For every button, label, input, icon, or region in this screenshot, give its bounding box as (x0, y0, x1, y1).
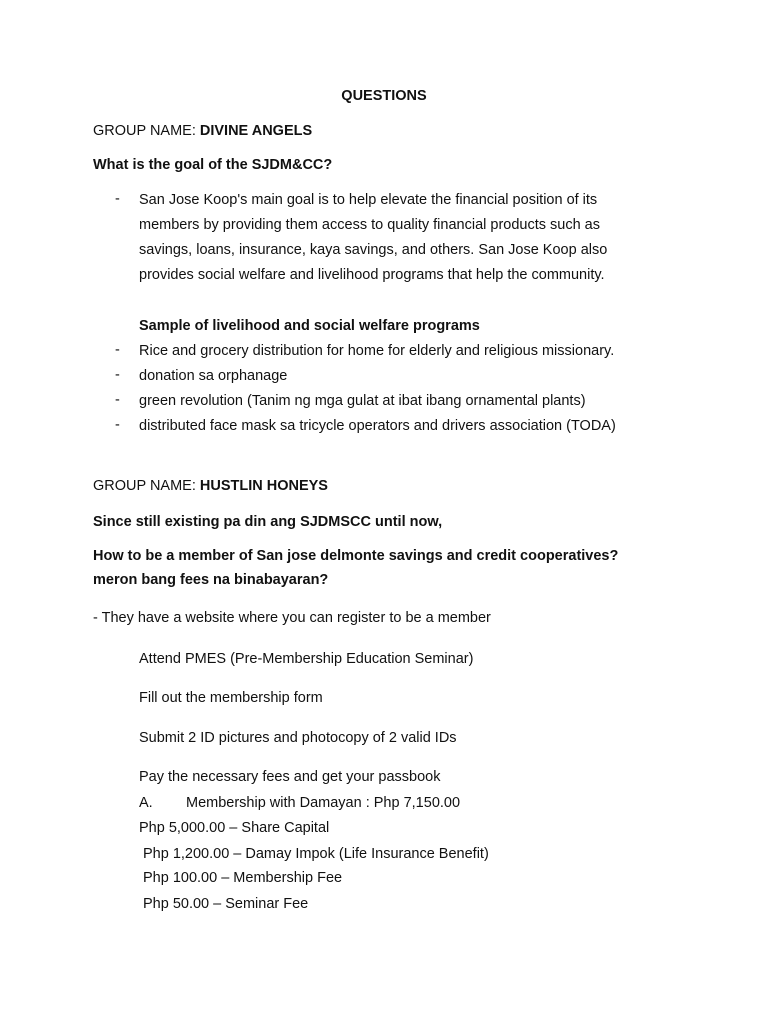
fee-item: Php 5,000.00 – Share Capital (139, 820, 330, 836)
question-line: meron bang fees na binabayaran? (93, 572, 329, 588)
statement-line: Since still existing pa din ang SJDMSCC until now, (93, 514, 443, 530)
program-item: green revolution (Tanim ng mga gulat at ibat ibang ornamental plants) (139, 393, 586, 409)
group-name-value: DIVINE ANGELS (199, 123, 313, 139)
group-name-line-2 (93, 477, 328, 495)
membership-step: Pay the necessary fees and get your passbook (139, 769, 441, 785)
bullet-dash: - (115, 342, 120, 358)
bullet-dash: - (115, 367, 120, 383)
program-item: donation sa orphanage (139, 368, 288, 384)
answer-line: San Jose Koop's main goal is to help elevate the financial position of its (139, 192, 598, 208)
bullet-dash: - (115, 417, 120, 433)
programs-heading: Sample of livelihood and social welfare programs (139, 318, 480, 334)
option-letter: A. (139, 795, 153, 811)
answer-line: provides social welfare and livelihood programs that help the community. (139, 267, 605, 283)
option-text: Membership with Damayan : Php 7,150.00 (186, 795, 461, 811)
fee-item: Php 50.00 – Seminar Fee (143, 896, 309, 912)
fee-item: Php 1,200.00 – Damay Impok (Life Insurance Benefit) (143, 846, 489, 862)
fee-item: Php 100.00 – Membership Fee (143, 870, 343, 886)
group-name-label: GROUP NAME: (93, 123, 200, 139)
page-title: QUESTIONS (341, 88, 427, 104)
bullet-dash: - (115, 392, 120, 408)
bullet-dash: - (115, 191, 120, 207)
program-item: distributed face mask sa tricycle operators and drivers association (TODA) (139, 418, 616, 434)
membership-step: Attend PMES (Pre-Membership Education Seminar) (139, 651, 474, 667)
question-heading: What is the goal of the SJDM&CC? (93, 157, 333, 173)
group-name-label: GROUP NAME: (93, 478, 200, 494)
group-name-value: HUSTLIN HONEYS (199, 478, 328, 494)
membership-step: Submit 2 ID pictures and photocopy of 2 valid IDs (139, 730, 457, 746)
membership-step: Fill out the membership form (139, 690, 323, 706)
group-name-line-1 (93, 122, 312, 140)
program-item: Rice and grocery distribution for home for elderly and religious missionary. (139, 343, 615, 359)
answer-line: members by providing them access to quality financial products such as (139, 217, 600, 233)
question-line: How to be a member of San jose delmonte savings and credit cooperatives? (93, 548, 619, 564)
answer-line: savings, loans, insurance, kaya savings, and others. San Jose Koop also (139, 242, 608, 258)
answer-intro: - They have a website where you can register to be a member (93, 610, 491, 626)
